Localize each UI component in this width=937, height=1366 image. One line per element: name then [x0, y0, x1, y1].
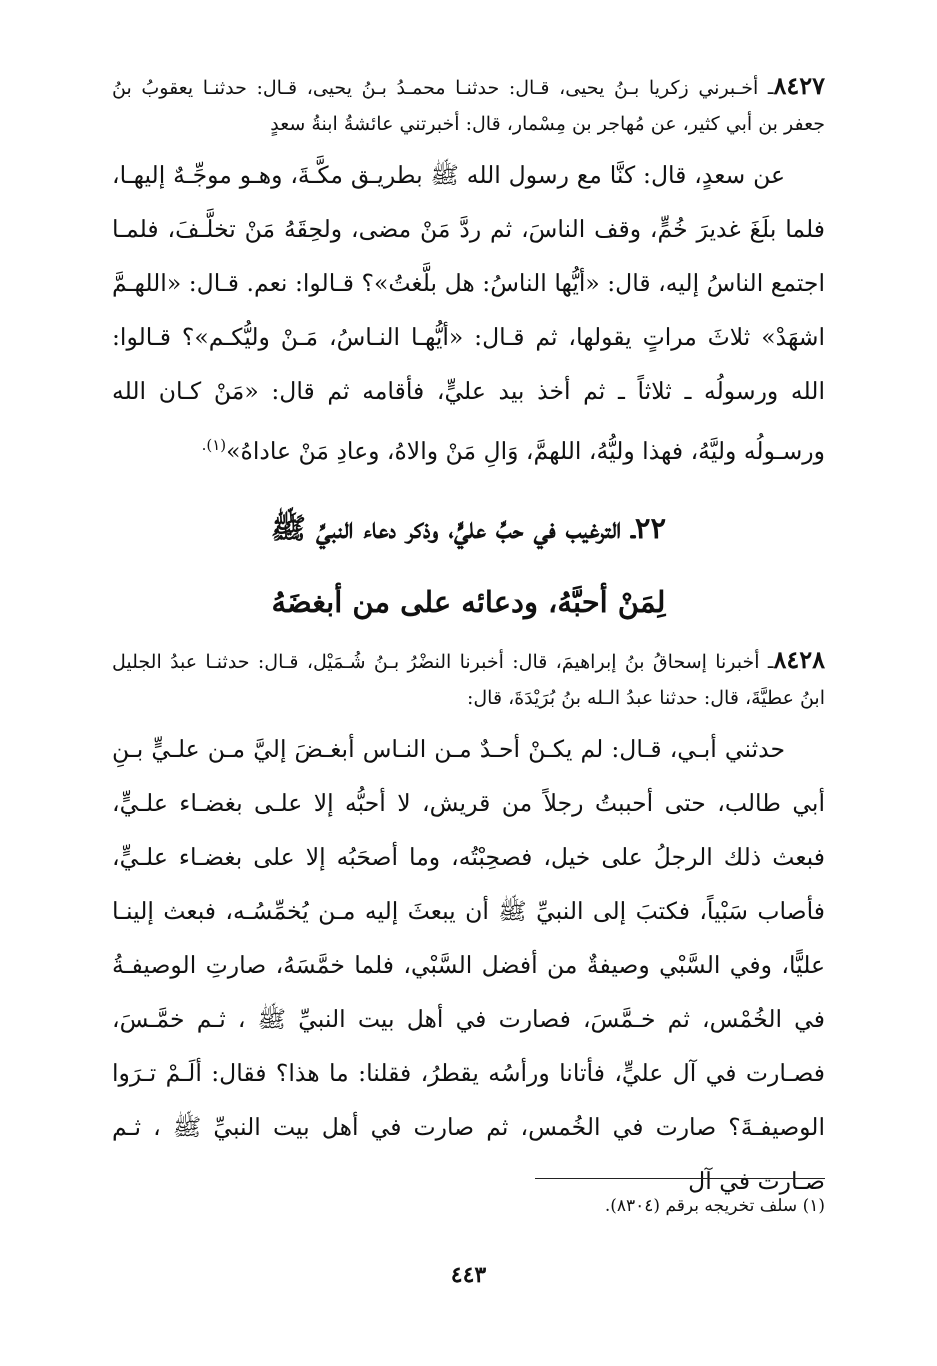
hadith-8427-isnad: [112, 68, 825, 142]
page-body: [112, 68, 825, 1208]
chapter-title-line-2: لِمَنْ أحبَّهُ، ودعائه على من أبغضَهُ: [271, 584, 666, 619]
page-number: ٤٤٣: [450, 1262, 487, 1288]
matn-text: عن سعدٍ، قال: كنَّا مع رسول الله ﷺ بطريـق مكَّـةَ، وهـو موجِّـهٌ إليهـا، فلما بلَغَ غديرَ خُمٍّ، وقف الناسَ، ثم ردَّ مَنْ مضى، ولحِقَهُ مَنْ تخلَّـفَ، فلمـا اجتمع الناسُ إليه، قال: «أيُّها الناسُ: هل بلَّغتُ»؟ قـالوا: نعم. قـال: «اللهـمَّ اشهَدْ» ثلاثَ مراتٍ يقولها، ثم قـال: «أيُّهـا النـاسُ، مَـنْ وليُّكـم»؟ قـالوا: الله ورسولُه ـ ثلاثاً ـ ثم أخذ بيد عليٍّ، فأقامه ثم قال: «مَنْ كـان الله ورسـولُه وليَّهُ، فهذا وليُّهُ، اللهمَّ، وَالِ مَنْ والاهُ، وعادِ مَنْ عاداهُ»: [112, 161, 825, 465]
footnote-1: (١) سلف تخريجه برقم (٨٣٠٤).: [604, 1196, 825, 1216]
isnad-text: ـ أخبرنا إسحاقُ بنُ إبراهيمَ، قال: أخبرنا النضْرُ بـنُ شُـمَيْل، قـال: حدثنـا عبدُ الجليل ابنُ عطيَّةَ، قال: حدثنا عبدُ الـله بنُ بُرَيْدَةَ، قال:: [112, 650, 825, 709]
matn-text: حدثني أبـي، قـال: لم يكـنْ أحـدٌ مـن النـاس أبغـضَ إليَّ مـن علـيٍّ بـنِ أبي طالب، حتى أحببتُ رجلاً من قريش، لا أحبُّه إلا علـى بغضـاء علـيٍّ، فبعث ذلك الرجلُ على خيل، فصحِبْتُه، وما أصحَبُه إلا على بغضـاء علـيٍّ، فأصاب سَبْياً، فكتبَ إلى النبيِّ ﷺ أن يبعثَ إليه مـن يُخمِّسُـه، فبعث إلينـا عليًّا، وفي السَّبْي وصيفةٌ من أفضل السَّبْي، فلما خمَّسَهُ، صارتِ الوصيفـةُ في الخُمْس، ثم خـمَّسَ، فصارت في أهل بيت النبيِّ ﷺ ، ثـم خمَّـسَ، فصـارت في آل عليٍّ، فأتانا ورأسُه يقطرُ، فقلنا: ما هذا؟ فقال: ألَـمْ تـرَوا الوصيفـةَ؟ صارت في الخُمس، ثم صارت في أهل بيت النبيِّ ﷺ ، ثـم صـارت في آل: [112, 734, 825, 1195]
isnad-text: ـ أخـبرني زكريا بـنُ يحيى، قـال: حدثنـا محمـدُ بـنُ يحيى، قـال: حدثنـا يعقوبُ بنُ جعفر بن أبي كثير، عن مُهاجر بن مِسْمار، قال: أخبرتني عائشةُ ابنةُ سعدٍ: [112, 77, 825, 135]
footnote-marker[interactable]: (١).: [201, 436, 227, 454]
footnote-separator: [535, 1178, 825, 1179]
hadith-number: ٨٤٢٧: [773, 71, 825, 100]
hadith-number: ٨٤٢٨: [773, 644, 825, 674]
hadith-8427-matn: [112, 148, 825, 478]
chapter-title-line-1: ٢٢ـ الترغيب في حبِّ عليٍّ، وذكر دعاء النبيِّ ﷺ: [270, 510, 667, 545]
hadith-8428-isnad: [112, 642, 825, 716]
hadith-8428-matn: [112, 722, 825, 1208]
